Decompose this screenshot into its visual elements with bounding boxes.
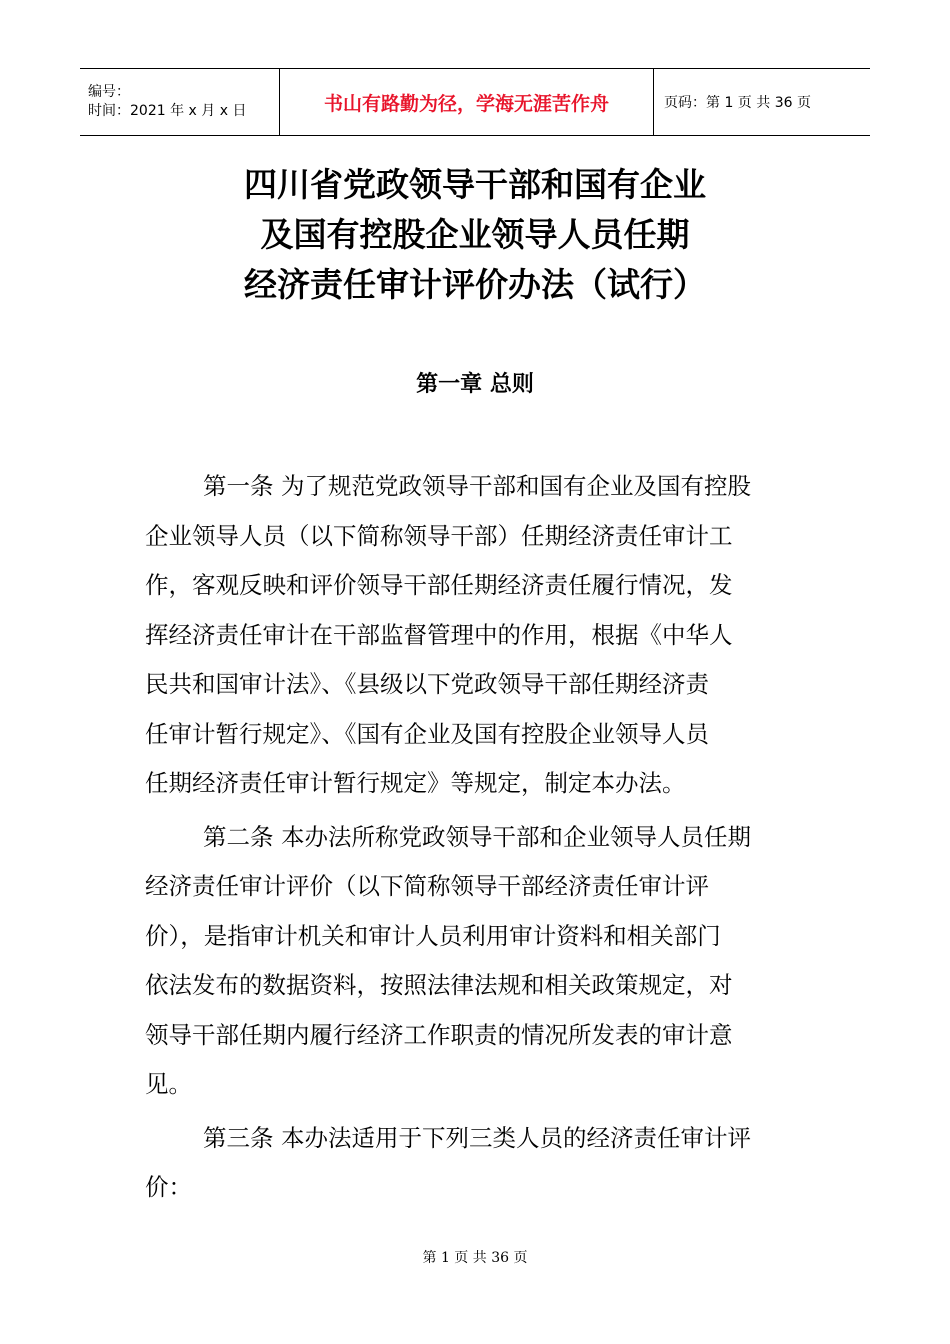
text-line: 价： bbox=[145, 1173, 192, 1201]
text-line: 经济责任审计评价（以下简称领导干部经济责任审计评 bbox=[145, 872, 709, 900]
page-footer: 第 1 页 共 36 页 bbox=[422, 1250, 528, 1266]
header-motto-cell bbox=[280, 69, 654, 135]
text-line: 民共和国审计法》、《县级以下党政领导干部任期经济责 bbox=[145, 670, 709, 698]
text-line: 作，客观反映和评价领导干部任期经济责任履行情况，发 bbox=[145, 571, 733, 599]
article-3 bbox=[145, 1114, 805, 1213]
text-line: 依法发布的数据资料，按照法律法规和相关政策规定，对 bbox=[145, 971, 733, 999]
title-line-3: 经济责任审计评价办法（试行） bbox=[244, 265, 706, 304]
text-line: 第二条 本办法所称党政领导干部和企业领导人员任期 bbox=[203, 822, 751, 851]
text-line: 价），是指审计机关和审计人员利用审计资料和相关部门 bbox=[145, 921, 721, 950]
document-title bbox=[0, 160, 950, 310]
text-line: 见。 bbox=[145, 1070, 192, 1098]
article-2 bbox=[145, 813, 805, 1110]
motto: 书山有路勤为径，学海无涯苦作舟 bbox=[323, 92, 609, 115]
text-line: 任审计暂行规定》、《国有企业及国有控股企业领导人员 bbox=[145, 719, 709, 748]
document-header bbox=[80, 68, 870, 136]
text-line: 任期经济责任审计暂行规定》等规定，制定本办法。 bbox=[145, 769, 686, 797]
header-page-info-cell bbox=[654, 69, 870, 135]
page-info: 页码：第 1 页 共 36 页 bbox=[664, 95, 811, 111]
body-text bbox=[145, 462, 805, 1217]
text-line: 第三条 本办法适用于下列三类人员的经济责任审计评 bbox=[203, 1123, 751, 1152]
text-line: 企业领导人员（以下简称领导干部）任期经济责任审计工 bbox=[145, 521, 733, 550]
title-line-2: 及国有控股企业领导人员任期 bbox=[260, 215, 690, 254]
time-label: 时间：2021 年 x 月 x 日 bbox=[88, 103, 247, 119]
text-line: 第一条 为了规范党政领导干部和国有企业及国有控股 bbox=[203, 472, 751, 500]
title-line-1: 四川省党政领导干部和国有企业 bbox=[244, 165, 706, 204]
chapter-heading: 第一章 总则 bbox=[416, 372, 534, 397]
number-label: 编号： bbox=[88, 84, 130, 100]
text-line: 领导干部任期内履行经济工作职责的情况所发表的审计意 bbox=[145, 1020, 733, 1049]
header-meta bbox=[80, 69, 280, 135]
text-line: 挥经济责任审计在干部监督管理中的作用，根据《中华人 bbox=[145, 620, 733, 649]
article-1 bbox=[145, 462, 805, 809]
